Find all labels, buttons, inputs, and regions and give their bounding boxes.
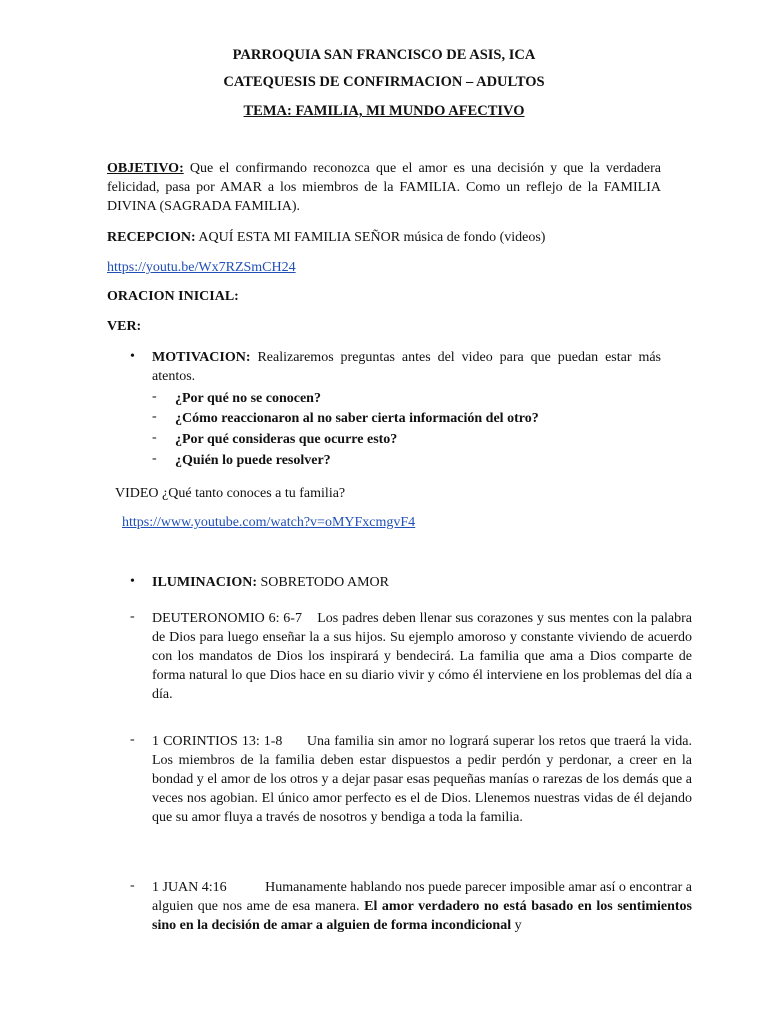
bullet-icon: • (130, 574, 135, 589)
illumination-heading (152, 573, 389, 592)
scripture-text: Humanamente hablando nos puede parecer imposible amar así o encontrar a alguien que nos ame de esa manera. (152, 880, 693, 914)
video-text: VIDEO ¿Qué tanto conoces a tu familia? (115, 486, 346, 501)
motivation-label: MOTIVACION: (152, 350, 251, 365)
scripture-text: Los padres deben llenar sus corazones y sus mentes con la palabra de Dios para luego enseñar la a sus hijos. Su ejemplo amoroso y constante viviendo de acuerdo con los mandatos de Dios los inspirará y bendecirá. La familia que ama a Dios comparte de forma natural lo que Dios hace en su diario vivir y cómo él interviene en los problemas del día a día. (152, 611, 693, 702)
dash-icon: - (152, 451, 157, 466)
ver-heading: VER: (107, 319, 142, 334)
catechesis-title: CATEQUESIS DE CONFIRMACION – ADULTOS (223, 74, 545, 90)
motivation-paragraph (152, 348, 661, 386)
video-link[interactable]: https://www.youtube.com/watch?v=oMYFxcmgvF4 (122, 515, 416, 530)
scripture-paragraph (152, 609, 692, 704)
illumination-label: ILUMINACION: (152, 575, 257, 590)
question-item: ¿Por qué consideras que ocurre esto? (175, 432, 398, 447)
question-item: ¿Quién lo puede resolver? (175, 453, 331, 468)
bullet-icon: • (130, 349, 135, 364)
scripture-paragraph (152, 878, 692, 935)
scripture-reference: 1 CORINTIOS 13: 1-8 (152, 734, 283, 749)
scripture-bold-text: El amor verdadero no está basado en los sentimientos sino en la decisión de amar a alguien de forma incondicional (152, 899, 692, 933)
scripture-tail-text: y (514, 918, 522, 933)
parish-title: PARROQUIA SAN FRANCISCO DE ASIS, ICA (232, 47, 536, 63)
scripture-reference: DEUTERONOMIO 6: 6-7 (152, 611, 302, 626)
objective-paragraph (107, 159, 661, 216)
reception-video-link[interactable]: https://youtu.be/Wx7RZSmCH24 (107, 260, 296, 275)
motivation-text: Realizaremos preguntas antes del video para que puedan estar más atentos. (152, 350, 661, 384)
reception-label: RECEPCION: (107, 230, 196, 245)
illumination-text: SOBRETODO AMOR (260, 575, 389, 590)
question-item: ¿Cómo reaccionaron al no saber cierta información del otro? (175, 411, 539, 426)
dash-icon: - (130, 609, 135, 624)
dash-icon: - (130, 732, 135, 747)
objective-text: Que el confirmando reconozca que el amor es una decisión y que la verdadera felicidad, pasa por AMAR a los miembros de la FAMILIA. Como un reflejo de la FAMILIA DIVINA (SAGRADA FAMILIA). (107, 161, 661, 214)
topic-title: TEMA: FAMILIA, MI MUNDO AFECTIVO (243, 103, 525, 119)
scripture-reference: 1 JUAN 4:16 (152, 880, 227, 895)
objective-label: OBJETIVO: (107, 161, 184, 176)
scripture-text: Una familia sin amor no logrará superar los retos que traerá la vida. Los miembros de la familia deben estar dispuestos a pedir perdón y perdonar, a creer en la bondad y el amor de los otros y a dejar pasar esas pequeñas manías o rarezas de los demás que a veces nos agobian. El único amor perfecto es el de Dios. Llenemos nuestras vidas de él dejando que su amor fluya a través de nosotros y bendiga a toda la familia. (152, 734, 692, 825)
dash-icon: - (130, 878, 135, 893)
dash-icon: - (152, 389, 157, 404)
reception-paragraph (107, 228, 667, 247)
question-item: ¿Por qué no se conocen? (175, 391, 321, 406)
dash-icon: - (152, 430, 157, 445)
dash-icon: - (152, 409, 157, 424)
scripture-paragraph (152, 732, 692, 827)
opening-prayer-heading: ORACION INICIAL: (107, 289, 239, 304)
reception-text: AQUÍ ESTA MI FAMILIA SEÑOR música de fondo (videos) (198, 230, 546, 245)
